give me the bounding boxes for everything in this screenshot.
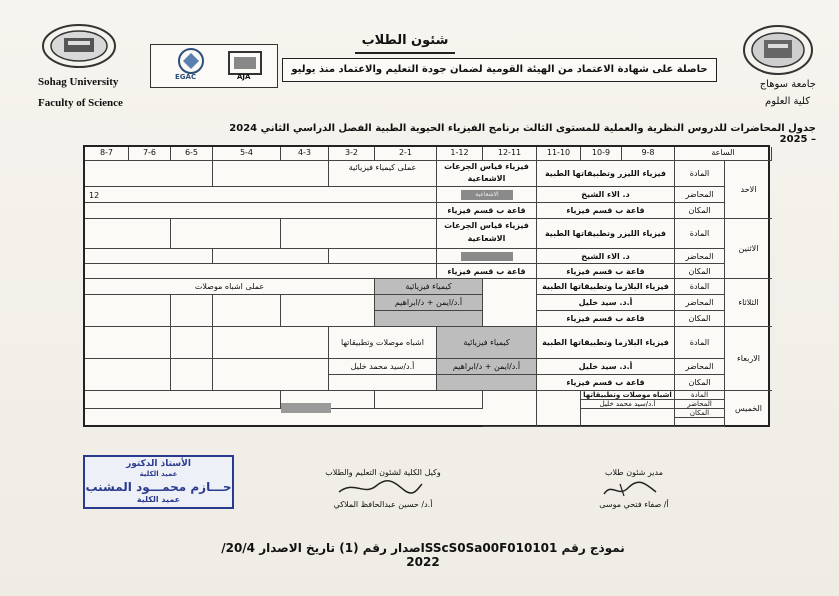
- monday-place-laser: قاعة ب قسم فيزياء: [537, 264, 675, 279]
- row-label-place: المكان: [675, 409, 725, 418]
- wednesday-chem-subject: كيمياء فيزيائية: [437, 327, 537, 359]
- stamp-title: الأستاذ الدكتور: [126, 459, 191, 469]
- tuesday-lecturer-plasma: أ.د. سيد خليل: [537, 295, 675, 311]
- day-thursday: الخميس: [734, 404, 763, 413]
- wednesday-semi-lecturer: أ.د/سيد محمد خليل: [329, 359, 437, 375]
- tuesday-empty: [483, 279, 537, 327]
- aja-label: AJA: [237, 73, 251, 81]
- accreditation-badges: [150, 44, 278, 88]
- thursday-empty: [537, 391, 581, 427]
- monday-empty: [213, 249, 329, 264]
- schedule-title: جدول المحاضرات للدروس النظرية والعملية للمستوى الثالث برنامج الفيزياء الحيوية الطبية الفصل الدراسي الثاني 2024 – 2025: [229, 123, 816, 145]
- row-label-subject: المادة: [675, 161, 725, 187]
- time-header-label: الساعة: [675, 147, 772, 161]
- thursday-empty: [483, 391, 537, 427]
- sunday-empty: [85, 161, 213, 187]
- monday-lecturer-laser: د. الاء الشيخ: [537, 249, 675, 264]
- time-slot: 8-7: [85, 147, 129, 161]
- wednesday-lecturer-plasma: أ.د. سيد خليل: [537, 359, 675, 375]
- wednesday-place-plasma: قاعة ب قسم فيزياء: [537, 375, 675, 391]
- wednesday-empty: [171, 327, 213, 359]
- time-slot: 12-11: [483, 147, 537, 161]
- sunday-number: 12: [89, 191, 100, 200]
- row-label-place: المكان: [675, 311, 725, 327]
- stamp-subtitle: عميد الكلية: [139, 470, 178, 478]
- sunday-lecturer-dosimetry-cell: [437, 187, 537, 203]
- vice-dean-title: وكيل الكلية لشئون التعليم والطلاب: [325, 468, 441, 477]
- tuesday-subject-plasma: فيزياء البلازما وتطبيقاتها الطبية: [537, 279, 675, 295]
- stamp-name: حـــازم محمـــود المشنب: [85, 480, 232, 494]
- thursday-empty: [85, 391, 281, 409]
- tuesday-lab-semiconductors: عملى اشباه موصلات: [85, 279, 375, 295]
- day-monday: الاثنين: [725, 219, 772, 279]
- faculty-name-ar: كلية العلوم: [765, 96, 810, 107]
- student-affairs-title: شئون الطلاب: [361, 33, 449, 48]
- time-slot: 4-3: [281, 147, 329, 161]
- accreditation-statement: حاصلة على شهادة الاعتماد من الهيئة القومية لضمان جودة التعليم والاعتماد منذ يوليو: [282, 58, 717, 82]
- faculty-logo-icon: [742, 24, 814, 76]
- vice-dean-signature-icon: [334, 478, 424, 498]
- form-reference: نموذج رقم SScS0Sa00F010101اصدار رقم (1) تاريخ الاصدار 20/4/ 2022: [221, 541, 625, 569]
- sunday-lecturer-laser: د. الاء الشيخ: [537, 187, 675, 203]
- time-slot: 9-8: [622, 147, 675, 161]
- tuesday-place-plasma: قاعة ب قسم فيزياء: [537, 311, 675, 327]
- wednesday-empty: [171, 359, 213, 391]
- university-name-en: Sohag University: [38, 76, 119, 88]
- time-slot: 7-6: [129, 147, 171, 161]
- tuesday-chem-place: [375, 311, 483, 327]
- monday-lecturer-dosimetry-cell: [437, 249, 537, 264]
- monday-empty: [85, 219, 171, 249]
- row-label-subject: المادة: [675, 219, 725, 249]
- tuesday-empty: [213, 295, 281, 327]
- wednesday-subject-plasma: فيزياء البلازما وتطبيقاتها الطبية: [537, 327, 675, 359]
- day-sunday: الاحد: [725, 161, 772, 219]
- wednesday-semi-subject: اشباه موصلات وتطبيقاتها: [329, 327, 437, 359]
- row-label-subject: المادة: [675, 391, 725, 400]
- monday-empty: [85, 249, 213, 264]
- university-logo-icon: [40, 22, 118, 70]
- time-slot: 10-9: [581, 147, 622, 161]
- thursday-empty: [375, 391, 483, 409]
- sunday-lab-physchem: عملى كيمياء فيزيائية: [329, 161, 437, 187]
- time-slot: 5-4: [213, 147, 281, 161]
- dean-stamp: [83, 455, 234, 509]
- faculty-name-en: Faculty of Science: [38, 97, 123, 109]
- sunday-subject-laser: فيزياء الليزر وتطبيقاتها الطبية: [537, 161, 675, 187]
- day-tuesday: الثلاثاء: [725, 279, 772, 327]
- row-label-lecturer: المحاضر: [675, 187, 725, 203]
- student-affairs-manager-title: مدير شئون طلاب: [604, 468, 663, 477]
- wednesday-empty: [85, 359, 171, 391]
- sunday-place-dosimetry: قاعة ب قسم فيزياء: [437, 203, 537, 219]
- row-label-lecturer: المحاضر: [675, 400, 725, 409]
- tuesday-empty: [281, 295, 375, 327]
- row-label-place: المكان: [675, 375, 725, 391]
- monday-subject-laser: فيزياء الليزر وتطبيقاتها الطبية: [537, 219, 675, 249]
- wednesday-chem-lecturer: أ.د/ايمن + د/ابراهيم: [437, 359, 537, 375]
- monday-lecturer-redacted: [461, 252, 513, 261]
- monday-empty: [329, 249, 437, 264]
- monday-subject-dosimetry: فيزياء قياس الجرعات الاشعاعية: [437, 219, 537, 249]
- thursday-empty-label: [675, 418, 725, 427]
- row-label-place: المكان: [675, 203, 725, 219]
- thursday-empty: [581, 409, 675, 427]
- tuesday-empty: [171, 295, 213, 327]
- sunday-empty: [213, 161, 329, 187]
- wednesday-chem-place: [437, 375, 537, 391]
- thursday-shaded-block: [281, 403, 331, 413]
- tuesday-chem-lecturer: أ.د/ايمن + د/ابراهيم: [375, 295, 483, 311]
- sunday-lecturer-empty: [85, 187, 437, 203]
- vice-dean-name: أ.د/ حسين عبدالحافظ الملاكي: [333, 500, 433, 509]
- time-slot: 3-2: [329, 147, 375, 161]
- title-underline: [355, 52, 455, 54]
- sunday-place-laser: قاعة ب قسم فيزياء: [537, 203, 675, 219]
- thursday-lecturer-semi: أ.د/سيد محمد خليل: [581, 400, 675, 409]
- egac-label: EGAC: [175, 73, 197, 81]
- sunday-place-empty: [85, 203, 437, 219]
- thursday-subject-semi: اشباه موصلات وتطبيقاتها: [581, 391, 675, 400]
- monday-empty: [281, 219, 437, 249]
- sunday-subject-dosimetry: فيزياء قياس الجرعات الاشعاعية: [437, 161, 537, 187]
- wednesday-empty: [213, 359, 329, 391]
- row-label-subject: المادة: [675, 279, 725, 295]
- wednesday-semi-place: [329, 375, 437, 391]
- monday-place-dosimetry: قاعة ب قسم فيزياء: [437, 264, 537, 279]
- monday-empty: [85, 264, 437, 279]
- university-name-ar: جامعة سوهاج: [759, 79, 816, 90]
- time-slot: 6-5: [171, 147, 213, 161]
- time-slot: 1-12: [437, 147, 483, 161]
- student-affairs-manager-name: أ/ صفاء فتحي موسى: [599, 500, 669, 509]
- row-label-place: المكان: [675, 264, 725, 279]
- manager-signature-icon: [600, 478, 660, 500]
- day-wednesday: الاربعاء: [725, 327, 772, 391]
- stamp-role: عميد الكلية: [136, 495, 181, 504]
- row-label-lecturer: المحاضر: [675, 295, 725, 311]
- tuesday-empty: [85, 295, 171, 327]
- wednesday-empty: [85, 327, 171, 359]
- row-label-subject: المادة: [675, 327, 725, 359]
- wednesday-empty: [213, 327, 329, 359]
- row-label-lecturer: المحاضر: [675, 249, 725, 264]
- time-slot: 11-10: [537, 147, 581, 161]
- monday-empty: [171, 219, 281, 249]
- sunday-lecturer-dosimetry: الاشعاعية: [461, 190, 513, 200]
- time-slot: 2-1: [375, 147, 437, 161]
- row-label-lecturer: المحاضر: [675, 359, 725, 375]
- tuesday-chem-subject: كيمياء فيزيائية: [375, 279, 483, 295]
- schedule-table: [83, 145, 770, 427]
